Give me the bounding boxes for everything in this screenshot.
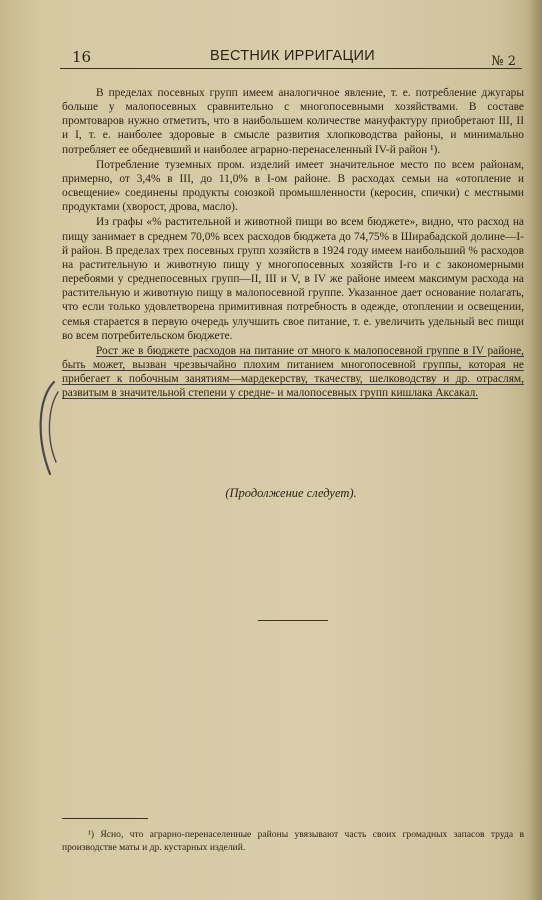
page-number: 16 bbox=[72, 48, 92, 66]
journal-title: ВЕСТНИК ИРРИГАЦИИ bbox=[210, 48, 375, 64]
page-spine-shadow bbox=[526, 0, 542, 900]
paragraph: В пределах посевных групп имеем аналогичное явление, т. е. потребление джугары больше у малопосевных сравнительно с многопосевными хозяйствами. В составе промтоваров нужно отметить, что в наибольшем количестве мануфактуру приобретают III, II и I, т. е. наиболее здоровые в смысле развития хлопководства районы, и минимально потребляет ее обедневший и наиболее аграрно-перенаселенный IV-й район ¹). bbox=[62, 87, 524, 156]
footnote-text: ¹) Ясно, что аграрно-перенаселенные районы увязывают часть своих громадных запасов труда в производстве маты и др. кустарных изделий. bbox=[62, 829, 524, 853]
continued-note: (Продолжение следует). bbox=[225, 486, 357, 500]
article-body bbox=[62, 86, 524, 401]
footnote-rule bbox=[62, 818, 148, 819]
issue-number: № 2 bbox=[491, 54, 516, 69]
pencil-margin-mark bbox=[28, 378, 68, 478]
footnote bbox=[62, 828, 524, 854]
underlined-paragraph: Рост же в бюджете расходов на питание от много к малопосевной группе в IV районе, быть может, вызван чрезвычайно плохим питанием многопосевной группы, которая не прибегает к побочным занятиям—мардекерству, ткачеству, шелководству и др. отраслям, развитым в значительной степени у средне- и малопосевных групп кишлака Аксакал. bbox=[62, 344, 524, 400]
running-header bbox=[60, 46, 522, 69]
paragraph: Из графы «% растительной и животной пищи во всем бюджете», видно, что расход на пищу занимает в среднем 70,0% всех расходов бюджета до 74,75% в Ширабадской долине—I-й район. В пределах трех посевных групп хозяйств в 1924 году имеем наибольший % расходов на растительную и животную пищу у многопосевных хозяйств I-го и с закономерными перебоями у среднепосевных групп—II, III и V, в IV же районе имеем максимум расхода на растительную и животную пищу в малопосевной группе. Указанное дает основание полагать, что если только удовлетворена примитивная потребность в одежде, отоплении и освещении, семья старается в первую очередь улучшить свое питание, т. е. увеличить удельный вес пищи во всем потребительском бюджете. bbox=[62, 216, 524, 342]
paragraph: Потребление туземных пром. изделий имеет значительное место по всем районам, примерно, от 3,4% в III, до 11,0% в I-ом районе. В расходах семьи на «отопление и освещение» соединены продукты союзкой промышленности (керосин, спички) с местными продуктами (хворост, дрова, масло). bbox=[62, 158, 524, 214]
section-divider bbox=[258, 620, 328, 621]
